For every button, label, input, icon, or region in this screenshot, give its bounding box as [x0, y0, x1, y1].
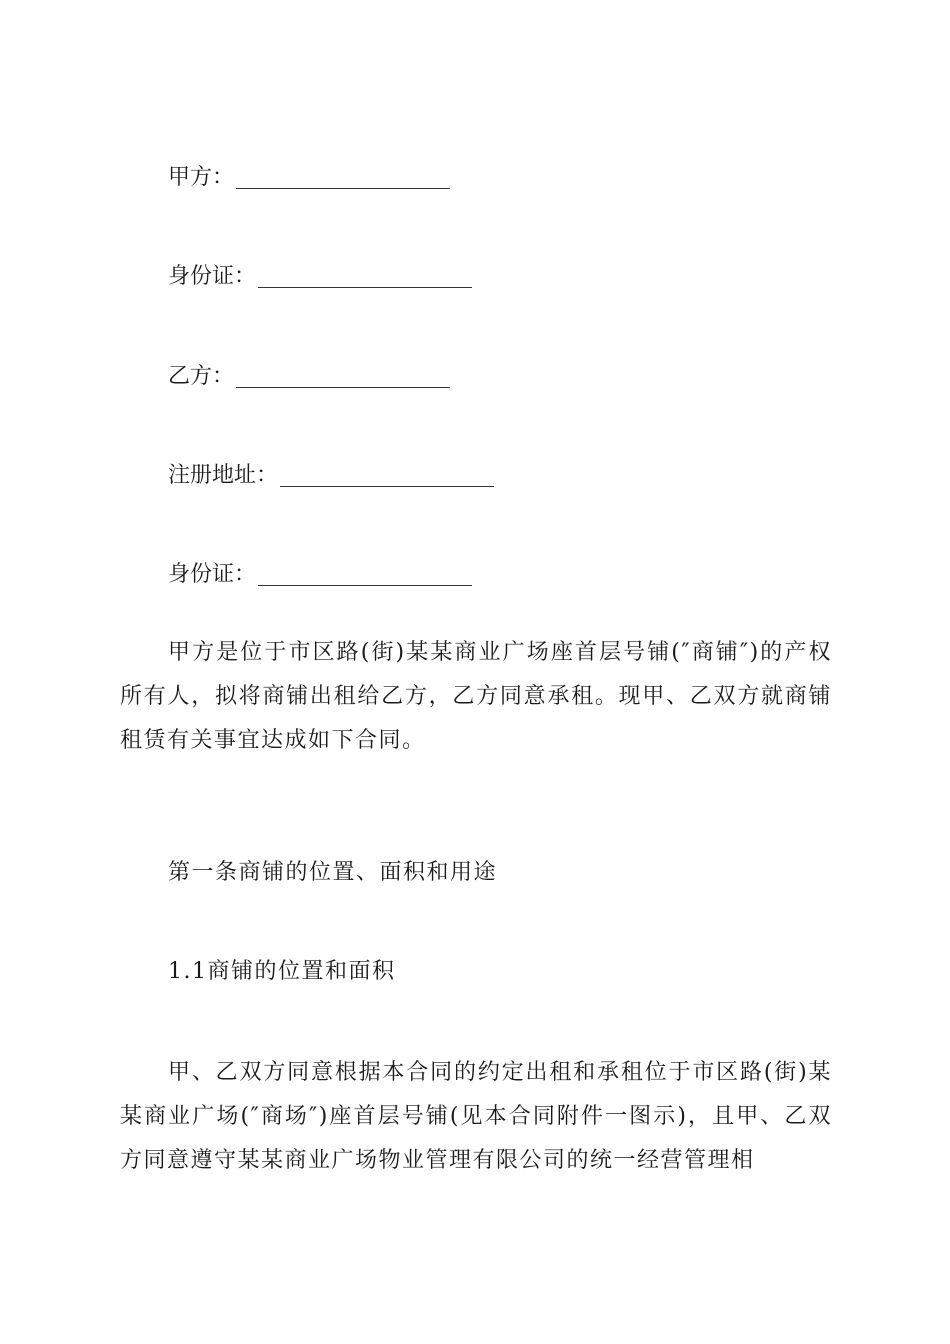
party-b-id-label: 身份证： — [168, 562, 257, 587]
party-a-id-field — [168, 262, 472, 292]
registered-address-field — [168, 461, 494, 491]
section-1-1-heading: 1.1商铺的位置和面积 — [168, 959, 396, 984]
party-a-blank[interactable] — [236, 168, 450, 189]
party-b-field — [168, 362, 450, 392]
article-1-heading: 第一条商铺的位置、面积和用途 — [168, 860, 498, 885]
registered-address-label: 注册地址： — [168, 463, 279, 488]
party-b-id-field — [168, 560, 472, 590]
party-b-blank[interactable] — [236, 367, 450, 388]
party-a-field — [168, 163, 450, 193]
party-a-label: 甲方： — [168, 165, 235, 190]
party-b-label: 乙方： — [168, 364, 235, 389]
party-a-id-blank[interactable] — [258, 267, 472, 288]
registered-address-blank[interactable] — [280, 466, 494, 487]
section-1-1-paragraph: 甲、乙双方同意根据本合同的约定出租和承租位于市区路(街)某某商业广场(″商场″)座首层号铺(见本合同附件一图示)，且甲、乙双方同意遵守某某商业广场物业管理有限公司的统一经营管理相 — [120, 1060, 832, 1173]
intro-paragraph: 甲方是位于市区路(街)某某商业广场座首层号铺(″商铺″)的产权所有人，拟将商铺出租给乙方，乙方同意承租。现甲、乙双方就商铺租赁有关事宜达成如下合同。 — [120, 640, 832, 753]
party-b-id-blank[interactable] — [258, 565, 472, 586]
party-a-id-label: 身份证： — [168, 264, 257, 289]
